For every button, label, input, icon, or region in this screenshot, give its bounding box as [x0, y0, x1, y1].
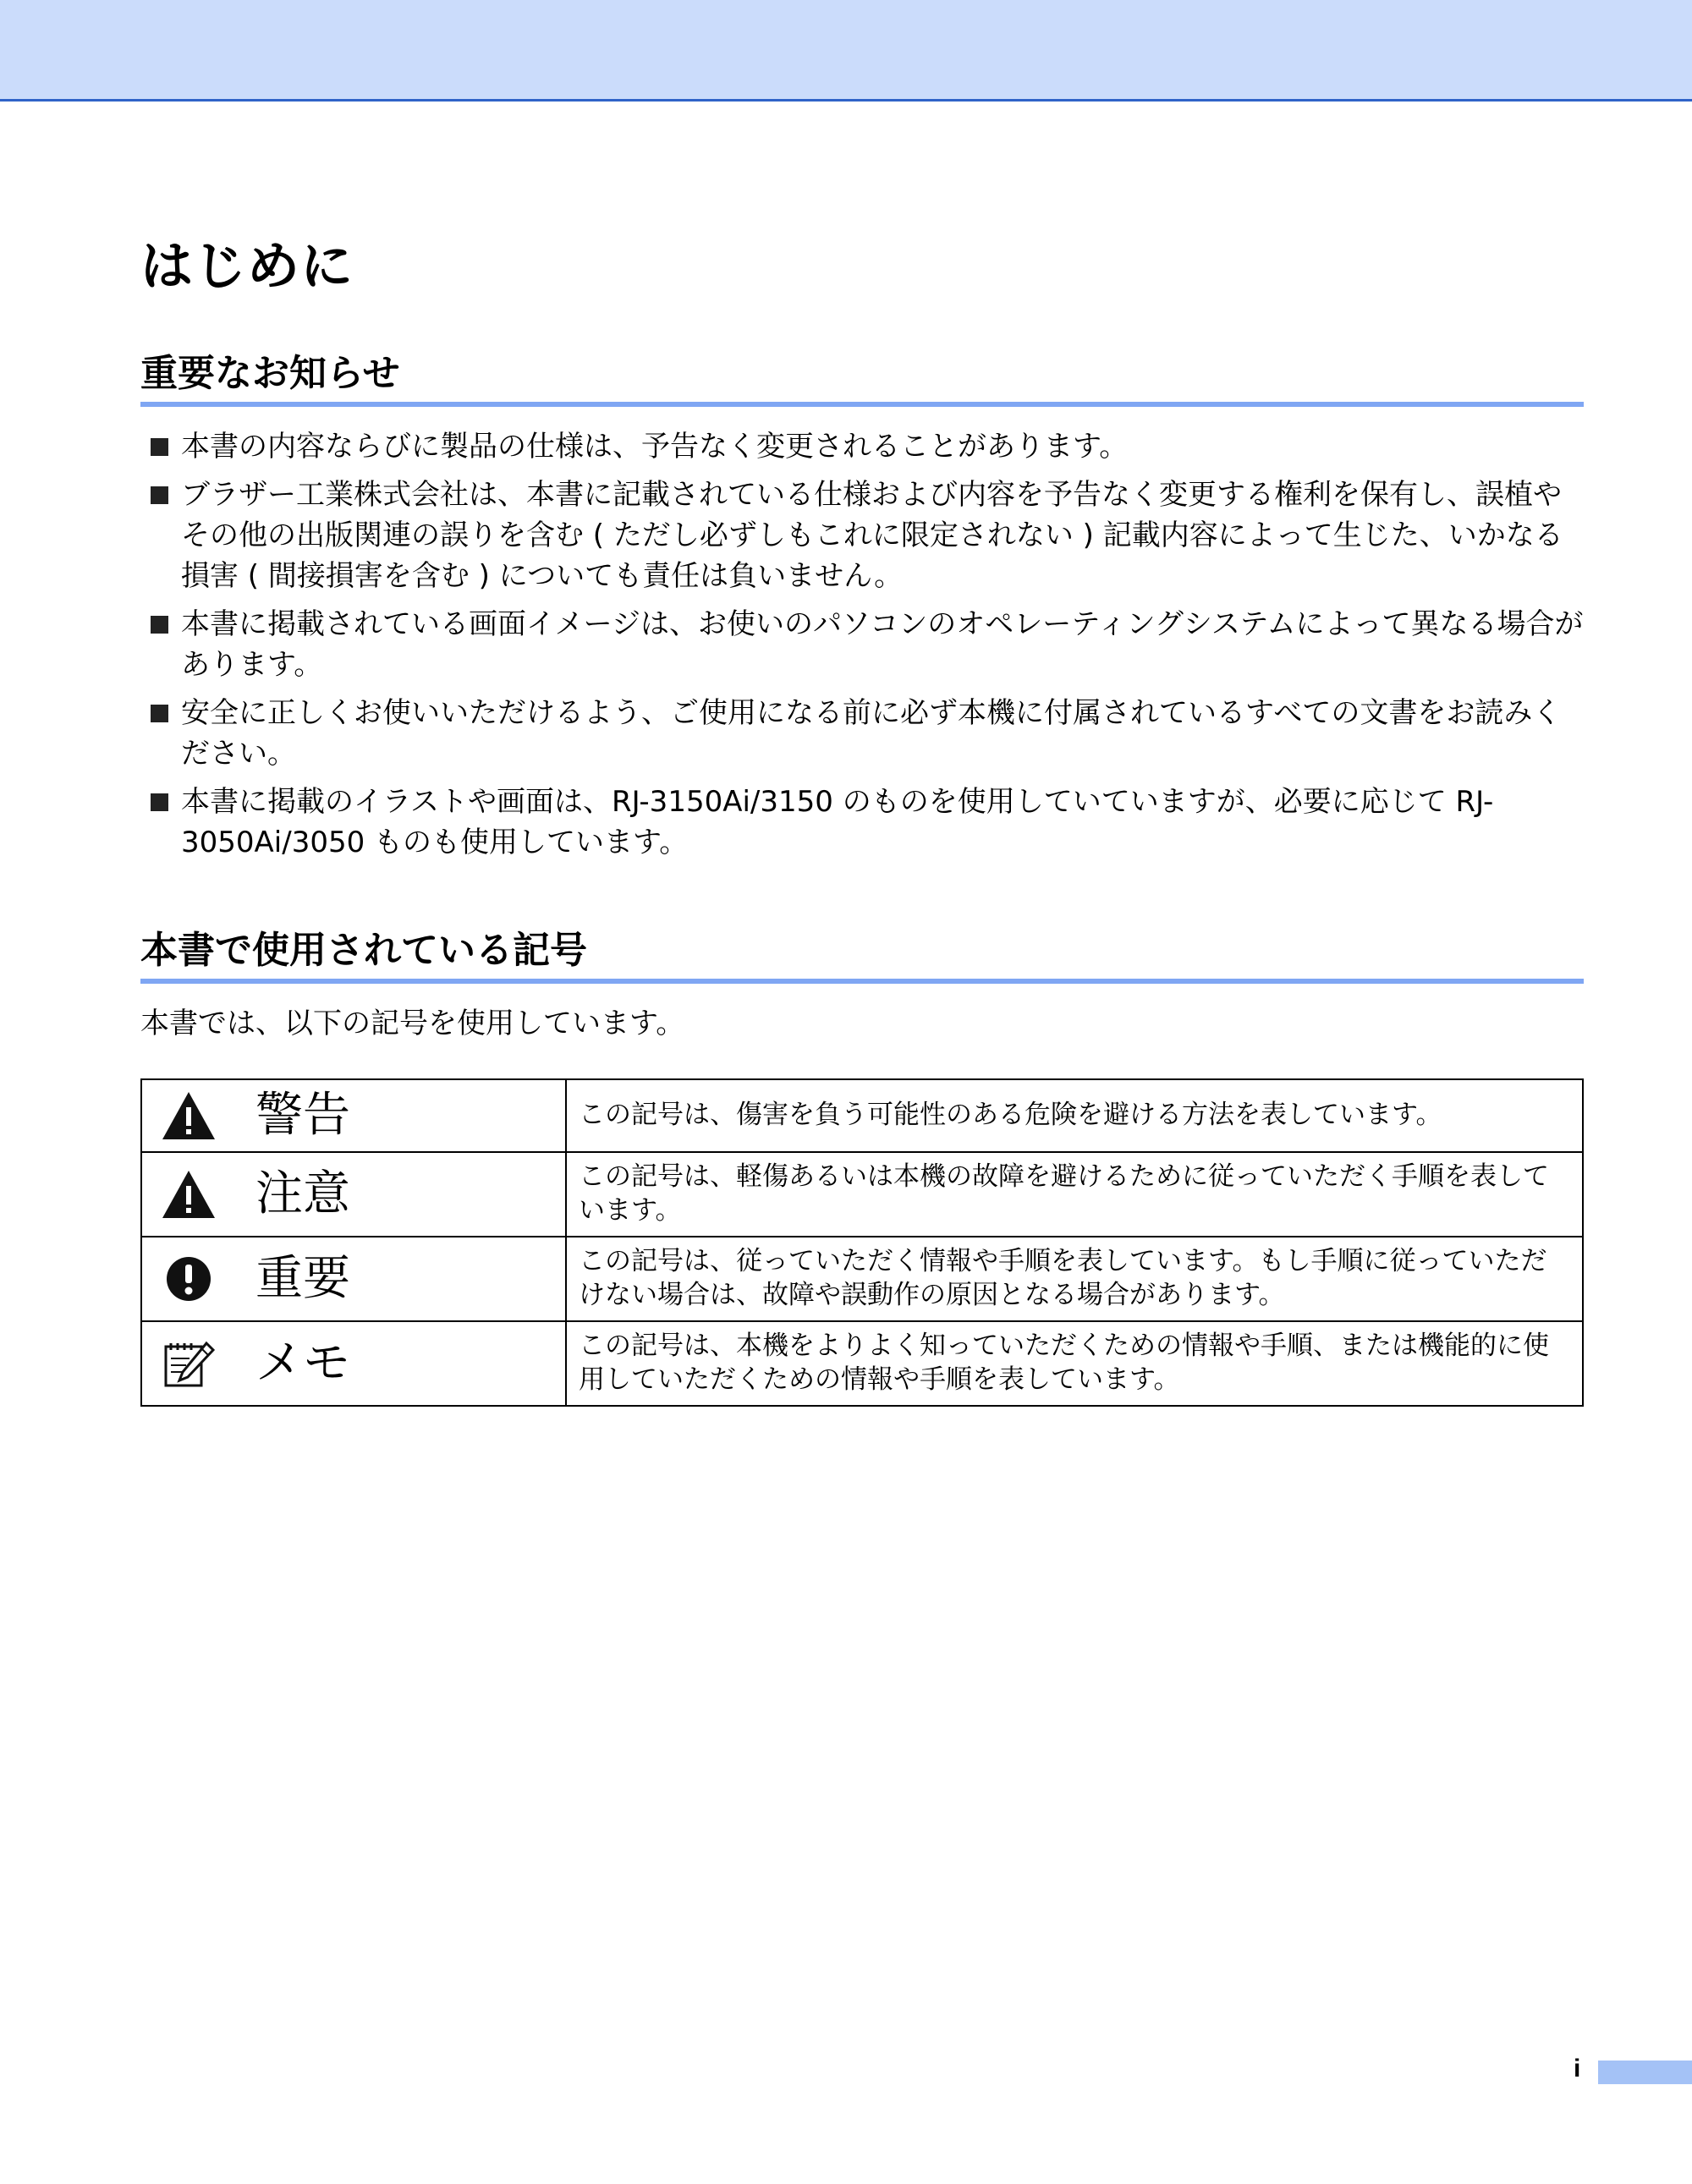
- list-item: [151, 693, 1584, 774]
- symbol-label: 注意: [255, 1166, 350, 1221]
- symbol-label: メモ: [255, 1336, 350, 1391]
- memo-pencil-icon: [159, 1334, 218, 1393]
- notice-text: 安全に正しくお使いいただけるよう、ご使用になる前に必ず本機に付属されているすべての文書をお読みください。: [181, 696, 1562, 771]
- list-item: [151, 426, 1584, 467]
- notice-text: ブラザー工業株式会社は、本書に記載されている仕様および内容を予告なく変更する権利を保有し、誤植やその他の出版関連の誤りを含む ( ただし必ずしもこれに限定されない ) 記載内容によって生じた、いかなる損害 ( 間接損害を含む ) についても責任は負いません。: [181, 478, 1563, 593]
- notice-text: 本書の内容ならびに製品の仕様は、予告なく変更されることがあります。: [181, 430, 1129, 464]
- table-row: [141, 1152, 1583, 1237]
- notice-text: 本書に掲載のイラストや画面は、RJ-3150Ai/3150 のものを使用していていますが、必要に応じて RJ-3050Ai/3050 ものも使用しています。: [181, 785, 1494, 859]
- symbol-label: 警告: [255, 1088, 350, 1143]
- symbol-cell: [141, 1237, 566, 1321]
- symbol-label: 重要: [255, 1251, 350, 1306]
- warning-triangle-icon: [159, 1086, 218, 1145]
- symbol-cell: [141, 1321, 566, 1406]
- symbol-description: この記号は、本機をよりよく知っていただくための情報や手順、または機能的に使用していただくための情報や手順を表しています。: [566, 1321, 1583, 1406]
- notice-text: 本書に掲載されている画面イメージは、お使いのパソコンのオペレーティングシステムによって異なる場合があります。: [181, 607, 1584, 682]
- page-title: はじめに: [140, 235, 354, 297]
- notice-list: [151, 426, 1584, 870]
- symbols-intro: 本書では、以下の記号を使用しています。: [140, 1007, 685, 1040]
- page-tab-marker: [1598, 2061, 1692, 2084]
- section-heading-symbols: 本書で使用されている記号: [140, 929, 1584, 984]
- symbol-description: この記号は、軽傷あるいは本機の故障を避けるために従っていただく手順を表しています。: [566, 1152, 1583, 1237]
- table-row: [141, 1321, 1583, 1406]
- list-item: [151, 782, 1584, 863]
- symbol-description: この記号は、従っていただく情報や手順を表しています。もし手順に従っていただけない場合は、故障や誤動作の原因となる場合があります。: [566, 1237, 1583, 1321]
- symbols-table: [140, 1078, 1584, 1407]
- page-number: i: [1574, 2055, 1581, 2082]
- important-exclamation-icon: [159, 1249, 218, 1309]
- square-bullet-icon: [151, 793, 168, 811]
- symbol-cell: [141, 1152, 566, 1237]
- list-item: [151, 604, 1584, 685]
- symbol-cell: [141, 1079, 566, 1152]
- square-bullet-icon: [151, 616, 168, 634]
- table-row: [141, 1237, 1583, 1321]
- table-row: [141, 1079, 1583, 1152]
- caution-triangle-icon: [159, 1165, 218, 1224]
- square-bullet-icon: [151, 438, 168, 456]
- square-bullet-icon: [151, 705, 168, 722]
- header-band: [0, 0, 1692, 102]
- list-item: [151, 475, 1584, 596]
- symbol-description: この記号は、傷害を負う可能性のある危険を避ける方法を表しています。: [566, 1079, 1583, 1152]
- section-heading-notice: 重要なお知らせ: [140, 352, 1584, 407]
- square-bullet-icon: [151, 486, 168, 504]
